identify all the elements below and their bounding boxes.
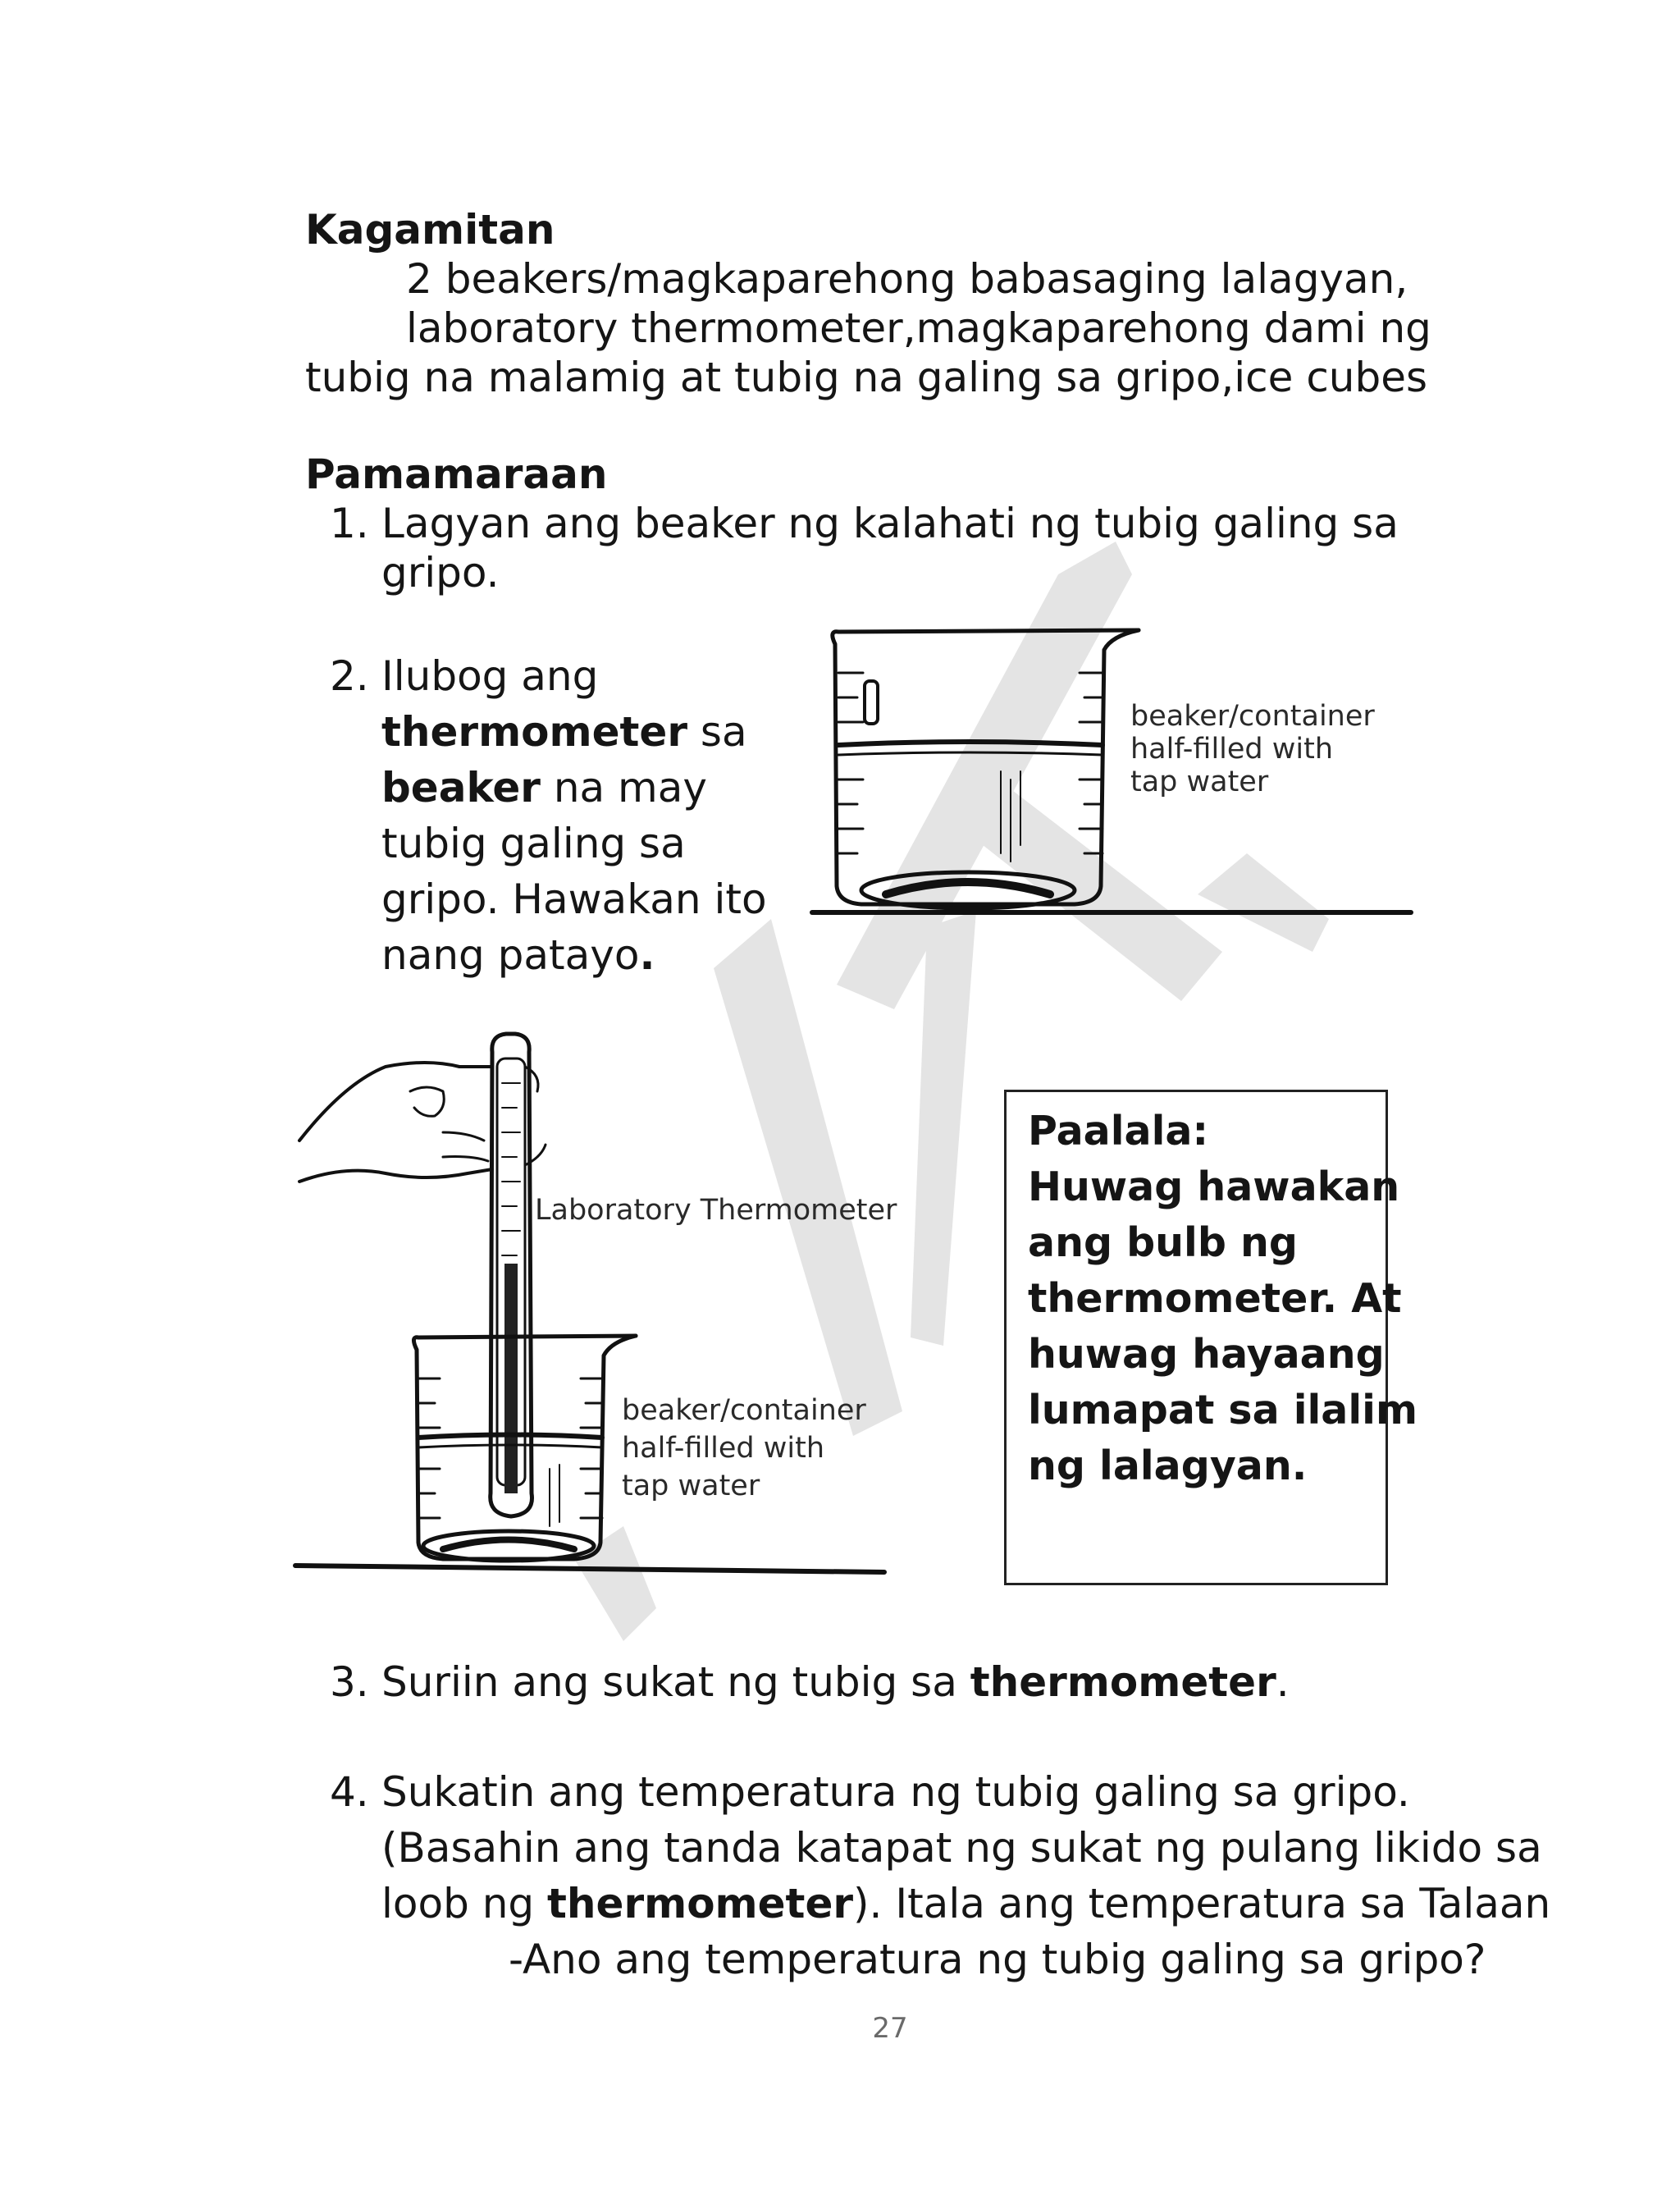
procedure-heading: Pamamaraan	[305, 450, 608, 498]
reminder-line-6: ng lalagyan.	[1028, 1442, 1308, 1489]
materials-line-2: laboratory thermometer,magkaparehong dami ng	[406, 304, 1431, 352]
step-1-line-1: Lagyan ang beaker ng kalahati ng tubig galing sa	[381, 500, 1399, 547]
setup-beaker-label-line-3: tap water	[622, 1470, 760, 1502]
materials-line-3: tubig na malamig at tubig na galing sa gripo,ice cubes	[305, 354, 1428, 401]
step-4-line-3	[381, 1876, 1550, 1932]
step-2-line-2-rest: sa	[687, 708, 747, 756]
reminder-box	[1004, 1090, 1418, 1585]
step-4-line-3-start: loob ng	[381, 1880, 548, 1927]
step-1-number: 1.	[330, 500, 369, 547]
step-2-line-5: gripo. Hawakan ito	[381, 876, 767, 923]
step-2-line-4: tubig galing sa	[381, 820, 686, 867]
step-3-number: 3.	[330, 1658, 369, 1706]
page-number: 27	[872, 2012, 908, 2045]
step-3-text: Suriin ang sukat ng tubig sa	[381, 1658, 970, 1706]
step-2-line-6-period: .	[639, 931, 655, 979]
step-2-bold-thermometer: thermometer	[381, 708, 687, 756]
step-4-line-1: Sukatin ang temperatura ng tubig galing sa gripo.	[381, 1768, 1410, 1816]
step-2-line-1: Ilubog ang	[381, 652, 599, 700]
reminder-line-1: Huwag hawakan	[1028, 1164, 1400, 1210]
step-2-line-6-text: nang patayo	[381, 931, 640, 979]
step-3-end: .	[1276, 1658, 1290, 1706]
step-4-line-3-end: ). Itala ang temperatura sa Talaan	[853, 1880, 1551, 1927]
reminder-line-5: lumapat sa ilalim	[1028, 1387, 1418, 1433]
step-4-number: 4.	[330, 1768, 369, 1816]
hand-icon	[299, 1063, 492, 1141]
step-2-line-3-rest: na may	[540, 764, 707, 812]
step-4-question: -Ano ang temperatura ng tubig galing sa gripo?	[509, 1936, 1486, 1983]
step-4-bold-thermometer: thermometer	[547, 1880, 854, 1927]
materials-heading: Kagamitan	[305, 206, 555, 254]
step-3-bold-thermometer: thermometer	[970, 1658, 1276, 1706]
reminder-line-2: ang bulb ng	[1028, 1219, 1298, 1266]
reminder-line-4: huwag hayaang	[1028, 1331, 1385, 1378]
step-2-number: 2.	[330, 652, 369, 700]
step-4-line-2: (Basahin ang tanda katapat ng sukat ng pulang likido sa	[381, 1824, 1542, 1872]
step-1-line-2: gripo.	[381, 549, 500, 597]
beaker-label-line-1: beaker/container	[1130, 700, 1375, 733]
materials-line-1: 2 beakers/magkaparehong babasaging lalagyan,	[406, 255, 1408, 303]
setup-beaker-label-line-1: beaker/container	[622, 1394, 866, 1427]
beaker-label-line-2: half-filled with	[1130, 733, 1334, 766]
step-2-bold-beaker: beaker	[381, 764, 541, 812]
thermometer-label: Laboratory Thermometer	[535, 1194, 897, 1227]
step-3-line	[381, 1654, 1290, 1710]
beaker-label-line-3: tap water	[1130, 766, 1269, 798]
reminder-title: Paalala:	[1028, 1108, 1209, 1154]
setup-beaker-label-line-2: half-filled with	[622, 1432, 825, 1465]
reminder-line-3: thermometer. At	[1028, 1275, 1402, 1322]
